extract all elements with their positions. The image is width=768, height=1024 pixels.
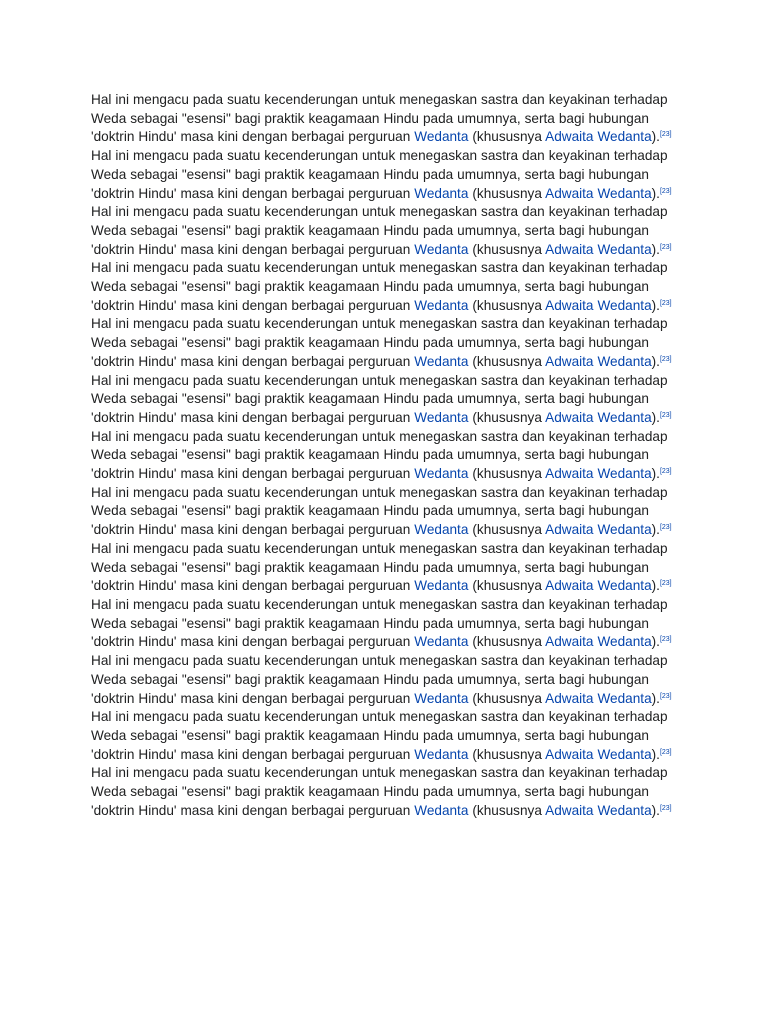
sentence-text: Hal ini mengacu pada suatu kecenderungan untuk menegaskan sastra dan keyakinan terhadap Weda sebagai "esensi" bagi praktik keagamaan Hindu pada umumnya, serta bagi hubungan 'doktrin Hindu' masa kini dengan berbagai perguruan [91,148,668,201]
sentence-text: ). [651,466,660,482]
sentence-text: Hal ini mengacu pada suatu kecenderungan untuk menegaskan sastra dan keyakinan terhadap Weda sebagai "esensi" bagi praktik keagamaan Hindu pada umumnya, serta bagi hubungan 'doktrin Hindu' masa kini dengan berbagai perguruan [91,540,668,594]
article-paragraph [91,91,677,820]
adwaita-wedanta-link[interactable]: Adwaita Wedanta [545,409,652,425]
wedanta-link[interactable]: Wedanta [414,690,469,706]
sentence-text: (khususnya [468,409,546,425]
adwaita-wedanta-link[interactable]: Adwaita Wedanta [545,129,652,145]
sentence-text: Hal ini mengacu pada suatu kecenderungan untuk menegaskan sastra dan keyakinan terhadap Weda sebagai "esensi" bagi praktik keagamaan Hindu pada umumnya, serta bagi hubungan 'doktrin Hindu' masa kini dengan berbagai perguruan [91,596,668,650]
citation-ref-link[interactable]: [23] [659,692,672,700]
adwaita-wedanta-link[interactable]: Adwaita Wedanta [545,466,652,482]
sentence [91,485,672,537]
adwaita-wedanta-link[interactable]: Adwaita Wedanta [545,690,652,706]
wedanta-link[interactable]: Wedanta [414,466,469,482]
sentence [91,373,672,425]
sentence-text: ). [651,578,660,594]
wedanta-link[interactable]: Wedanta [414,522,469,538]
citation-ref-link[interactable]: [23] [659,748,672,756]
sentence-text: (khususnya [468,241,546,257]
sentence-text: Hal ini mengacu pada suatu kecenderungan untuk menegaskan sastra dan keyakinan terhadap Weda sebagai "esensi" bagi praktik keagamaan Hindu pada umumnya, serta bagi hubungan 'doktrin Hindu' masa kini dengan berbagai perguruan [91,428,668,482]
adwaita-wedanta-link[interactable]: Adwaita Wedanta [545,578,652,594]
sentence-text: ). [651,241,660,257]
wedanta-link[interactable]: Wedanta [414,634,469,650]
adwaita-wedanta-link[interactable]: Adwaita Wedanta [545,241,652,257]
citation-ref-link[interactable]: [23] [659,187,672,195]
sentence [91,429,672,481]
adwaita-wedanta-link[interactable]: Adwaita Wedanta [545,297,652,313]
sentence [91,653,672,705]
wedanta-link[interactable]: Wedanta [414,746,469,762]
citation-ref-link[interactable]: [23] [659,524,672,532]
sentence [91,260,672,312]
sentence [91,765,672,817]
adwaita-wedanta-link[interactable]: Adwaita Wedanta [545,353,652,369]
sentence [91,316,672,368]
adwaita-wedanta-link[interactable]: Adwaita Wedanta [545,802,652,818]
wedanta-link[interactable]: Wedanta [414,353,469,369]
wedanta-link[interactable]: Wedanta [414,129,469,145]
sentence-text: ). [651,185,660,201]
sentence-text: (khususnya [468,578,546,594]
sentence-text: Hal ini mengacu pada suatu kecenderungan untuk menegaskan sastra dan keyakinan terhadap Weda sebagai "esensi" bagi praktik keagamaan Hindu pada umumnya, serta bagi hubungan 'doktrin Hindu' masa kini dengan berbagai perguruan [91,92,668,145]
sentence-text: (khususnya [468,634,546,650]
sentence [91,597,672,649]
citation-ref-link[interactable]: [23] [659,468,672,476]
sentence [91,148,672,200]
document-page [91,91,677,820]
citation-ref-link[interactable]: [23] [659,355,672,363]
citation-ref-link[interactable]: [23] [659,580,672,588]
wedanta-link[interactable]: Wedanta [414,297,469,313]
sentence-text: Hal ini mengacu pada suatu kecenderungan untuk menegaskan sastra dan keyakinan terhadap Weda sebagai "esensi" bagi praktik keagamaan Hindu pada umumnya, serta bagi hubungan 'doktrin Hindu' masa kini dengan berbagai perguruan [91,709,668,762]
sentence-text: ). [651,409,660,425]
sentence-text: ). [651,746,660,762]
sentence-text: (khususnya [468,522,546,538]
sentence-text: (khususnya [468,129,546,145]
wedanta-link[interactable]: Wedanta [414,578,469,594]
sentence-text: Hal ini mengacu pada suatu kecenderungan untuk menegaskan sastra dan keyakinan terhadap Weda sebagai "esensi" bagi praktik keagamaan Hindu pada umumnya, serta bagi hubungan 'doktrin Hindu' masa kini dengan berbagai perguruan [91,316,668,369]
sentence-text: Hal ini mengacu pada suatu kecenderungan untuk menegaskan sastra dan keyakinan terhadap Weda sebagai "esensi" bagi praktik keagamaan Hindu pada umumnya, serta bagi hubungan 'doktrin Hindu' masa kini dengan berbagai perguruan [91,765,668,818]
sentence-text: Hal ini mengacu pada suatu kecenderungan untuk menegaskan sastra dan keyakinan terhadap Weda sebagai "esensi" bagi praktik keagamaan Hindu pada umumnya, serta bagi hubungan 'doktrin Hindu' masa kini dengan berbagai perguruan [91,260,668,313]
adwaita-wedanta-link[interactable]: Adwaita Wedanta [545,746,652,762]
citation-ref-link[interactable]: [23] [659,804,672,812]
sentence-text: ). [651,690,660,706]
citation-ref-link[interactable]: [23] [659,636,672,644]
sentence-text: ). [651,522,660,538]
sentence-text: Hal ini mengacu pada suatu kecenderungan untuk menegaskan sastra dan keyakinan terhadap Weda sebagai "esensi" bagi praktik keagamaan Hindu pada umumnya, serta bagi hubungan 'doktrin Hindu' masa kini dengan berbagai perguruan [91,372,668,425]
sentence-text: Hal ini mengacu pada suatu kecenderungan untuk menegaskan sastra dan keyakinan terhadap Weda sebagai "esensi" bagi praktik keagamaan Hindu pada umumnya, serta bagi hubungan 'doktrin Hindu' masa kini dengan berbagai perguruan [91,484,668,538]
sentence [91,92,672,144]
citation-ref-link[interactable]: [23] [659,243,672,251]
sentence [91,709,672,761]
sentence-text: ). [651,297,660,313]
wedanta-link[interactable]: Wedanta [414,241,469,257]
sentence-text: (khususnya [468,185,546,201]
adwaita-wedanta-link[interactable]: Adwaita Wedanta [545,522,652,538]
sentence-text: Hal ini mengacu pada suatu kecenderungan untuk menegaskan sastra dan keyakinan terhadap Weda sebagai "esensi" bagi praktik keagamaan Hindu pada umumnya, serta bagi hubungan 'doktrin Hindu' masa kini dengan berbagai perguruan [91,653,668,706]
wedanta-link[interactable]: Wedanta [414,409,469,425]
wedanta-link[interactable]: Wedanta [414,185,469,201]
wedanta-link[interactable]: Wedanta [414,802,469,818]
sentence-text: (khususnya [468,802,546,818]
citation-ref-link[interactable]: [23] [659,299,672,307]
sentence-text: (khususnya [468,690,546,706]
sentence-text: (khususnya [468,297,546,313]
sentence-text: (khususnya [468,353,546,369]
sentence-text: (khususnya [468,746,546,762]
adwaita-wedanta-link[interactable]: Adwaita Wedanta [545,185,652,201]
sentence-text: (khususnya [468,466,546,482]
sentence-text: ). [651,634,660,650]
sentence [91,541,672,593]
adwaita-wedanta-link[interactable]: Adwaita Wedanta [545,634,652,650]
sentence-text: ). [651,353,660,369]
sentence-text: ). [651,129,660,145]
sentence [91,204,672,256]
sentence-text: ). [651,802,660,818]
citation-ref-link[interactable]: [23] [659,131,672,139]
citation-ref-link[interactable]: [23] [659,411,672,419]
sentence-text: Hal ini mengacu pada suatu kecenderungan untuk menegaskan sastra dan keyakinan terhadap Weda sebagai "esensi" bagi praktik keagamaan Hindu pada umumnya, serta bagi hubungan 'doktrin Hindu' masa kini dengan berbagai perguruan [91,204,668,257]
